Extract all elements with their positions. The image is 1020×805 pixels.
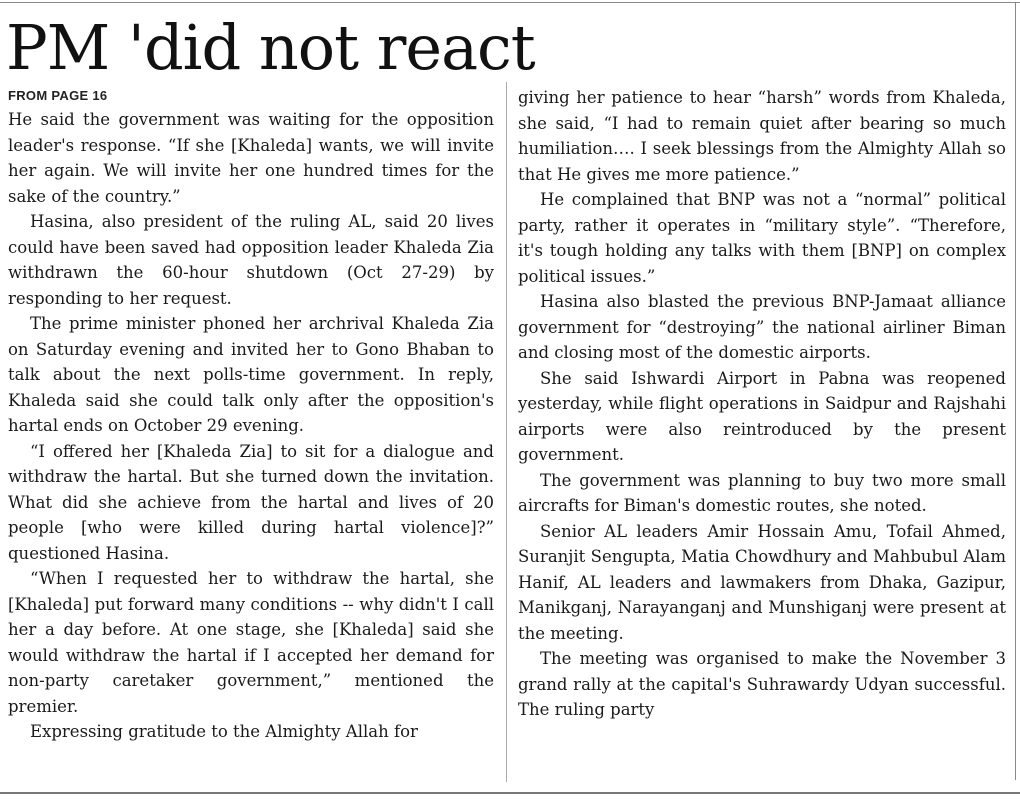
jump-line: FROM PAGE 16 [8,88,108,103]
paragraph: Expressing gratitude to the Almighty Allah for [30,722,418,741]
paragraph: Senior AL leaders Amir Hossain Amu, Tofail Ahmed, Suranjit Sengupta, Matia Chowdhury and Mahbubul Alam Hanif, AL leaders and lawmakers from Dhaka, Gazipur, Manikganj, Narayanganj and Munshiganj were present at the meeting. [518,521,1006,643]
right-border-rule [1015,2,1016,780]
paragraph: Hasina also blasted the previous BNP-Jamaat alliance government for “destroying” the national airliner Biman and closing most of the domestic airports. [518,292,1006,362]
column-divider [506,82,507,782]
paragraph: The government was planning to buy two more small aircrafts for Biman's domestic routes, she noted. [518,470,1006,515]
bottom-border-rule [0,792,1020,794]
paragraph: giving her patience to hear “harsh” words from Khaleda, she said, “I had to remain quiet after bearing so much humiliation…. I seek blessings from the Almighty Allah so that He gives me more patience.” [518,88,1006,184]
right-column [518,85,1006,723]
paragraph: “When I requested her to withdraw the hartal, she [Khaleda] put forward many conditions -- why didn't I call her a day before. At one stage, she [Khaleda] said she would withdraw the hartal if I accepted her demand for non-party caretaker government,” mentioned the premier. [8,569,494,716]
paragraph: The prime minister phoned her archrival Khaleda Zia on Saturday evening and invited her to Gono Bhaban to talk about the next polls-time government. In reply, Khaleda said she could talk only after the opposition's hartal ends on October 29 evening. [8,314,494,435]
paragraph: He said the government was waiting for the opposition leader's response. “If she [Khaleda] wants, we will invite her again. We will invite her one hundred times for the sake of the country.” [8,110,494,206]
paragraph: Hasina, also president of the ruling AL, said 20 lives could have been saved had opposition leader Khaleda Zia withdrawn the 60-hour shutdown (Oct 27-29) by responding to her request. [8,212,494,308]
left-column [8,107,494,745]
top-border-rule [0,2,1020,3]
paragraph: She said Ishwardi Airport in Pabna was reopened yesterday, while flight operations in Saidpur and Rajshahi airports were also reintroduced by the present government. [518,368,1006,464]
paragraph: The meeting was organised to make the November 3 grand rally at the capital's Suhrawardy Udyan successful. The ruling party [518,649,1006,719]
headline: PM 'did not react [6,11,535,84]
paragraph: He complained that BNP was not a “normal” political party, rather it operates in “military style”. “Therefore, it's tough holding any talks with them [BNP] on complex political issues.” [518,190,1006,286]
paragraph: “I offered her [Khaleda Zia] to sit for a dialogue and withdraw the hartal. But she turned down the invitation. What did she achieve from the hartal and lives of 20 people [who were killed during hartal violence]?” questioned Hasina. [8,441,494,563]
